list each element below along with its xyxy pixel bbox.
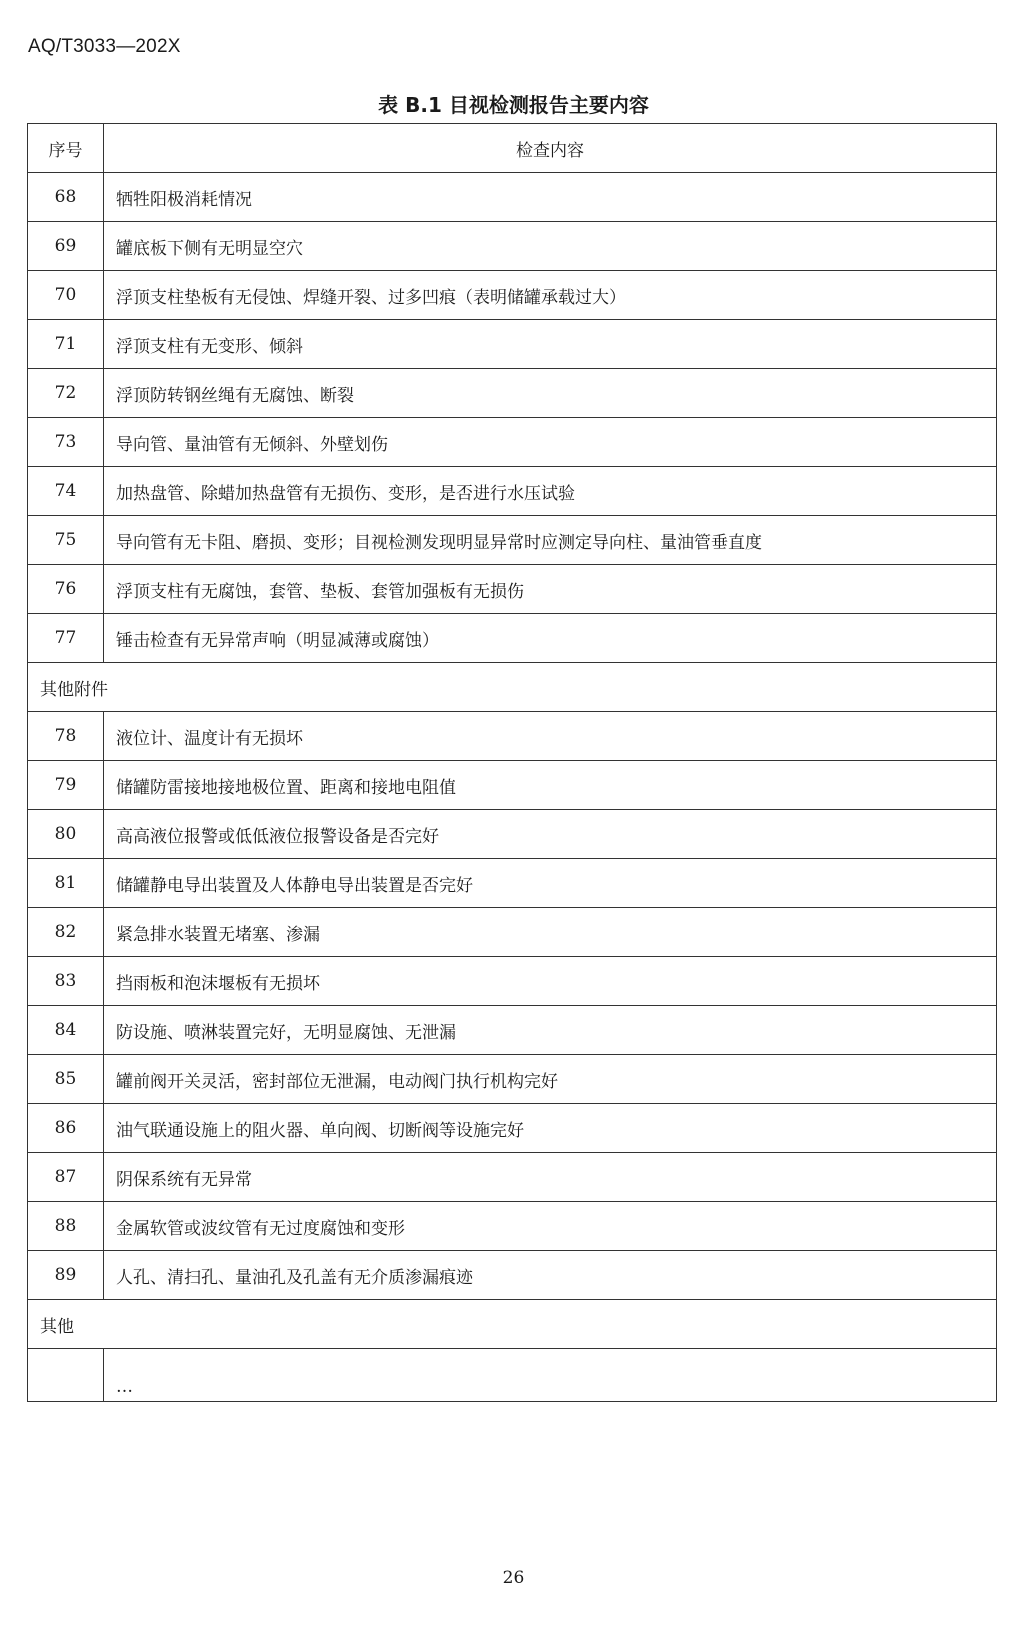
- table-row: [28, 957, 997, 1006]
- section-row: [28, 1300, 997, 1349]
- row-number: 80: [28, 810, 104, 859]
- column-header-number: 序号: [28, 124, 104, 173]
- row-content: 防设施、喷淋装置完好，无明显腐蚀、无泄漏: [104, 1006, 997, 1055]
- row-content: 阴保系统有无异常: [104, 1153, 997, 1202]
- row-content: 浮顶支柱垫板有无侵蚀、焊缝开裂、过多凹痕（表明储罐承载过大）: [104, 271, 997, 320]
- row-content: 锤击检查有无异常声响（明显减薄或腐蚀）: [104, 614, 997, 663]
- table-header-row: [28, 124, 997, 173]
- table-row: [28, 614, 997, 663]
- row-number: 68: [28, 173, 104, 222]
- row-number: 84: [28, 1006, 104, 1055]
- table-row: [28, 712, 997, 761]
- row-content: 浮顶支柱有无腐蚀，套管、垫板、套管加强板有无损伤: [104, 565, 997, 614]
- row-content: 储罐静电导出装置及人体静电导出装置是否完好: [104, 859, 997, 908]
- row-number: 76: [28, 565, 104, 614]
- table-row: [28, 908, 997, 957]
- row-number: 87: [28, 1153, 104, 1202]
- row-number: 73: [28, 418, 104, 467]
- table-row: [28, 222, 997, 271]
- row-content: 紧急排水装置无堵塞、渗漏: [104, 908, 997, 957]
- table-row: [28, 467, 997, 516]
- row-content: 油气联通设施上的阻火器、单向阀、切断阀等设施完好: [104, 1104, 997, 1153]
- row-number: 79: [28, 761, 104, 810]
- table-row: [28, 1349, 997, 1402]
- row-number: 70: [28, 271, 104, 320]
- table-title: 表 B.1 目视检测报告主要内容: [378, 93, 649, 117]
- table-row: [28, 565, 997, 614]
- row-content: 罐前阀开关灵活，密封部位无泄漏，电动阀门执行机构完好: [104, 1055, 997, 1104]
- row-number: 85: [28, 1055, 104, 1104]
- row-number: 88: [28, 1202, 104, 1251]
- table-row: [28, 1055, 997, 1104]
- table-row: [28, 516, 997, 565]
- row-number: 74: [28, 467, 104, 516]
- table-row: [28, 320, 997, 369]
- row-number: 89: [28, 1251, 104, 1300]
- row-number: 71: [28, 320, 104, 369]
- section-heading: 其他附件: [28, 663, 997, 712]
- table-row: [28, 859, 997, 908]
- row-number: 83: [28, 957, 104, 1006]
- row-number: 82: [28, 908, 104, 957]
- table-row: [28, 810, 997, 859]
- row-number: 78: [28, 712, 104, 761]
- section-heading: 其他: [28, 1300, 997, 1349]
- table-row: [28, 1104, 997, 1153]
- row-content: 导向管有无卡阻、磨损、变形；目视检测发现明显异常时应测定导向柱、量油管垂直度: [104, 516, 997, 565]
- row-content: 牺牲阳极消耗情况: [104, 173, 997, 222]
- row-number: 86: [28, 1104, 104, 1153]
- row-number: 75: [28, 516, 104, 565]
- table-body: [28, 173, 997, 1402]
- table-row: [28, 418, 997, 467]
- row-content: 人孔、清扫孔、量油孔及孔盖有无介质渗漏痕迹: [104, 1251, 997, 1300]
- table-row: [28, 1006, 997, 1055]
- table-row: [28, 271, 997, 320]
- table-row: [28, 1202, 997, 1251]
- row-number: [28, 1349, 104, 1402]
- section-row: [28, 663, 997, 712]
- row-content: 金属软管或波纹管有无过度腐蚀和变形: [104, 1202, 997, 1251]
- row-number: 77: [28, 614, 104, 663]
- row-content: 液位计、温度计有无损坏: [104, 712, 997, 761]
- row-content: 加热盘管、除蜡加热盘管有无损伤、变形，是否进行水压试验: [104, 467, 997, 516]
- table-row: [28, 1251, 997, 1300]
- row-number: 69: [28, 222, 104, 271]
- table-row: [28, 1153, 997, 1202]
- page-number: 26: [502, 1568, 525, 1588]
- row-content: 浮顶防转钢丝绳有无腐蚀、断裂: [104, 369, 997, 418]
- row-content: 罐底板下侧有无明显空穴: [104, 222, 997, 271]
- row-content: 挡雨板和泡沫堰板有无损坏: [104, 957, 997, 1006]
- table-row: [28, 761, 997, 810]
- row-number: 72: [28, 369, 104, 418]
- row-content: 导向管、量油管有无倾斜、外壁划伤: [104, 418, 997, 467]
- standard-code: AQ/T3033—202X: [28, 36, 181, 57]
- row-content: 储罐防雷接地接地极位置、距离和接地电阻值: [104, 761, 997, 810]
- row-number: 81: [28, 859, 104, 908]
- row-content: 高高液位报警或低低液位报警设备是否完好: [104, 810, 997, 859]
- table-row: [28, 369, 997, 418]
- row-content: …: [104, 1349, 997, 1402]
- table-row: [28, 173, 997, 222]
- row-content: 浮顶支柱有无变形、倾斜: [104, 320, 997, 369]
- column-header-content: 检查内容: [104, 124, 997, 173]
- inspection-content-table: [27, 123, 997, 1402]
